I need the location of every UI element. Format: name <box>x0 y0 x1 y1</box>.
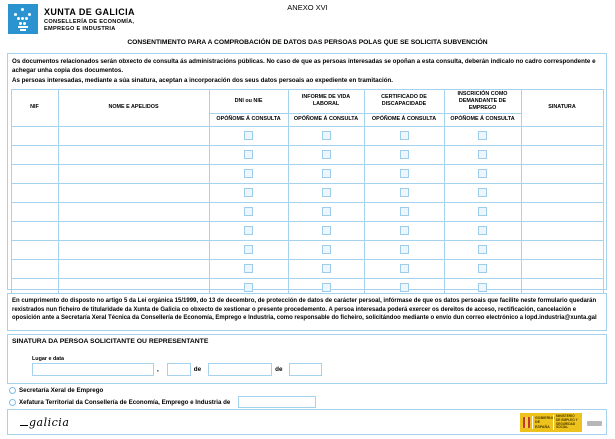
opose-vida-laboral-cell <box>288 183 364 202</box>
opose-discapacidade-checkbox[interactable] <box>400 283 409 292</box>
opose-dni-cell <box>209 183 288 202</box>
consent-box <box>7 53 607 290</box>
table-row <box>11 259 603 278</box>
anexo-label: ANEXO XVI <box>287 3 328 12</box>
opose-dni-cell <box>209 259 288 278</box>
year-input[interactable] <box>289 363 322 376</box>
day-input[interactable] <box>167 363 191 376</box>
opose-dni-cell <box>209 240 288 259</box>
opose-discapacidade-cell <box>364 145 444 164</box>
footer <box>7 409 607 435</box>
nif-cell[interactable] <box>11 221 58 240</box>
opose-dni-checkbox[interactable] <box>244 169 253 178</box>
opose-vida-laboral-cell <box>288 240 364 259</box>
opose-dni-checkbox[interactable] <box>244 207 253 216</box>
opose-dni-checkbox[interactable] <box>244 150 253 159</box>
sinatura-cell[interactable] <box>521 183 603 202</box>
opose-vida-laboral-checkbox[interactable] <box>322 207 331 216</box>
destination-options <box>9 387 316 410</box>
gobierno-label: GOBIERNO DE ESPAÑA <box>532 416 553 429</box>
opose-vida-laboral-checkbox[interactable] <box>322 245 331 254</box>
opose-dni-checkbox[interactable] <box>244 188 253 197</box>
nif-cell[interactable] <box>11 183 58 202</box>
gobierno-espana-logo <box>520 413 582 432</box>
nome-cell[interactable] <box>58 164 209 183</box>
table-row <box>11 126 603 145</box>
consent-table <box>11 89 604 317</box>
nome-cell[interactable] <box>58 221 209 240</box>
nif-cell[interactable] <box>11 202 58 221</box>
col-header-emprego: INSCRICIÓN COMO DEMANDANTE DE EMPREGO <box>444 89 521 113</box>
comma-separator: , <box>157 366 159 373</box>
place-input[interactable] <box>32 363 154 376</box>
signature-title: SINATURA DA PERSOA SOLICITANTE OU REPRESENTANTE <box>12 338 209 345</box>
opose-vida-laboral-cell <box>288 164 364 183</box>
subheader-opono-dni: OPÓÑOME Á CONSULTA <box>209 113 288 126</box>
nome-cell[interactable] <box>58 259 209 278</box>
opose-dni-cell <box>209 221 288 240</box>
opose-dni-checkbox[interactable] <box>244 226 253 235</box>
opose-dni-checkbox[interactable] <box>244 131 253 140</box>
opose-vida-laboral-checkbox[interactable] <box>322 169 331 178</box>
opose-emprego-cell <box>444 126 521 145</box>
opose-emprego-cell <box>444 221 521 240</box>
opose-dni-cell <box>209 126 288 145</box>
opose-emprego-cell <box>444 183 521 202</box>
nome-cell[interactable] <box>58 126 209 145</box>
opose-discapacidade-checkbox[interactable] <box>400 245 409 254</box>
opose-emprego-checkbox[interactable] <box>478 245 487 254</box>
opose-emprego-cell <box>444 145 521 164</box>
brand-name: XUNTA DE GALICIA <box>44 7 135 17</box>
opose-emprego-checkbox[interactable] <box>478 226 487 235</box>
table-row <box>11 202 603 221</box>
opose-vida-laboral-checkbox[interactable] <box>322 264 331 273</box>
col-header-vida-laboral: INFORME DE VIDA LABORAL <box>288 89 364 113</box>
intro-line-1: Os documentos relacionados serán obxecto de consulta ás administracións públicas. No caso de que as persoas interesadas se opoñan a esta consulta, deberán indicalo no cadro correspondente e achegar unha copia dos documentos. <box>12 58 596 75</box>
col-header-sinatura: SINATURA <box>521 89 603 126</box>
ministerio-label: MINISTERIO DE EMPLEO Y SEGURIDAD SOCIAL <box>553 415 580 430</box>
nome-cell[interactable] <box>58 183 209 202</box>
month-input[interactable] <box>208 363 272 376</box>
de-separator-2: de <box>275 366 283 373</box>
opose-vida-laboral-checkbox[interactable] <box>322 226 331 235</box>
nif-cell[interactable] <box>11 126 58 145</box>
destination-option-secretaria[interactable] <box>9 387 316 394</box>
opose-vida-laboral-cell <box>288 145 364 164</box>
de-separator-1: de <box>193 366 202 373</box>
col-header-discapacidade: CERTIFICADO DE DISCAPACIDADE <box>364 89 444 113</box>
opose-discapacidade-cell <box>364 240 444 259</box>
nif-cell[interactable] <box>11 240 58 259</box>
sepe-logo <box>587 421 602 426</box>
sinatura-cell[interactable] <box>521 126 603 145</box>
radio-secretaria-icon[interactable] <box>9 387 16 394</box>
opose-discapacidade-checkbox[interactable] <box>400 169 409 178</box>
brand-department-line1: CONSELLERÍA DE ECONOMÍA, <box>44 19 135 25</box>
subheader-opono-emprego: OPÓÑOME Á CONSULTA <box>444 113 521 126</box>
sinatura-cell[interactable] <box>521 164 603 183</box>
signature-section <box>7 334 607 384</box>
nif-cell[interactable] <box>11 259 58 278</box>
opose-discapacidade-cell <box>364 259 444 278</box>
opose-vida-laboral-cell <box>288 259 364 278</box>
opose-discapacidade-cell <box>364 183 444 202</box>
sinatura-cell[interactable] <box>521 240 603 259</box>
galicia-wordmark: galicia <box>20 416 69 429</box>
col-header-dni: DNI ou NIE <box>209 89 288 113</box>
opose-discapacidade-checkbox[interactable] <box>400 207 409 216</box>
table-row <box>11 183 603 202</box>
opose-vida-laboral-checkbox[interactable] <box>322 188 331 197</box>
opose-emprego-cell <box>444 259 521 278</box>
shell-base-icon <box>20 29 26 31</box>
sinatura-cell[interactable] <box>521 202 603 221</box>
radio-xefatura-icon[interactable] <box>9 399 16 406</box>
table-row <box>11 145 603 164</box>
opose-vida-laboral-checkbox[interactable] <box>322 131 331 140</box>
opose-dni-checkbox[interactable] <box>244 264 253 273</box>
place-date-label: Lugar e data <box>32 356 65 362</box>
col-header-nome: NOME E APELIDOS <box>58 89 209 126</box>
opose-discapacidade-checkbox[interactable] <box>400 264 409 273</box>
opose-vida-laboral-checkbox[interactable] <box>322 150 331 159</box>
opose-emprego-cell <box>444 202 521 221</box>
opose-emprego-checkbox[interactable] <box>478 150 487 159</box>
opose-emprego-cell <box>444 240 521 259</box>
opose-emprego-cell <box>444 164 521 183</box>
sinatura-cell[interactable] <box>521 145 603 164</box>
spain-coat-of-arms-icon <box>523 417 530 428</box>
opose-discapacidade-cell <box>364 126 444 145</box>
brand-department-line2: EMPREGO E INDUSTRIA <box>44 25 116 32</box>
table-row <box>11 240 603 259</box>
opose-discapacidade-cell <box>364 164 444 183</box>
opose-vida-laboral-cell <box>288 202 364 221</box>
nome-cell[interactable] <box>58 240 209 259</box>
opose-dni-cell <box>209 164 288 183</box>
territorial-input[interactable] <box>238 396 316 408</box>
opose-emprego-checkbox[interactable] <box>478 169 487 178</box>
subheader-opono-vida-laboral: OPÓÑOME Á CONSULTA <box>288 113 364 126</box>
nif-cell[interactable] <box>11 145 58 164</box>
opose-vida-laboral-cell <box>288 221 364 240</box>
destination-option-xefatura[interactable] <box>9 396 316 408</box>
opose-emprego-checkbox[interactable] <box>478 188 487 197</box>
data-protection-notice: En cumprimento do disposto no artigo 5 da Lei orgánica 15/1999, do 13 de decembro, de protección de datos de carácter persoal, infórmase de que os datos persoais que facilite neste formulario quedarán rexistrados nun ficheiro de titularidade da Xunta de Galicia co obxecto de xestionar o presente procedemento. A persoa interesada poderá exercer os dereitos de acceso, rectificación, cancelación e oposición ante a Secretaría Xeral Técnica da Consellería de Economía, Emprego e Industria, como responsable do ficheiro, solicitándoo mediante o envío dun correo electrónico a lopd.industria@xunta.gal <box>7 293 607 331</box>
col-header-nif: NIF <box>11 89 58 126</box>
opose-vida-laboral-cell <box>288 126 364 145</box>
opose-emprego-checkbox[interactable] <box>478 131 487 140</box>
table-row <box>11 164 603 183</box>
opose-dni-cell <box>209 145 288 164</box>
opose-discapacidade-cell <box>364 221 444 240</box>
opose-dni-cell <box>209 202 288 221</box>
nome-cell[interactable] <box>58 145 209 164</box>
opose-vida-laboral-checkbox[interactable] <box>322 283 331 292</box>
opose-emprego-checkbox[interactable] <box>478 264 487 273</box>
nome-cell[interactable] <box>58 202 209 221</box>
shell-stem-icon <box>18 26 28 28</box>
opose-discapacidade-checkbox[interactable] <box>400 226 409 235</box>
opose-discapacidade-checkbox[interactable] <box>400 188 409 197</box>
opose-discapacidade-cell <box>364 202 444 221</box>
sinatura-cell[interactable] <box>521 259 603 278</box>
intro-line-2: As persoas interesadas, mediante a súa sinatura, aceptan a incorporación dos seus datos persoais ao expediente en tramitación. <box>12 76 394 84</box>
consent-table-body <box>11 126 603 316</box>
sinatura-cell[interactable] <box>521 221 603 240</box>
opose-discapacidade-checkbox[interactable] <box>400 131 409 140</box>
xefatura-label: Xefatura Territorial da Consellería de Economía, Emprego e Industria de <box>19 398 231 406</box>
intro-text <box>8 54 606 86</box>
place-date-row <box>32 363 322 376</box>
secretaria-label: Secretaría Xeral de Emprego <box>19 387 104 394</box>
opose-discapacidade-checkbox[interactable] <box>400 150 409 159</box>
subheader-opono-discapacidade: OPÓÑOME Á CONSULTA <box>364 113 444 126</box>
nif-cell[interactable] <box>11 164 58 183</box>
opose-dni-checkbox[interactable] <box>244 283 253 292</box>
table-row <box>11 221 603 240</box>
form-title: CONSENTIMENTO PARA A COMPROBACIÓN DE DATOS DAS PERSOAS POLAS QUE SE SOLICITA SUBVENCIÓN <box>127 39 488 46</box>
opose-emprego-checkbox[interactable] <box>478 283 487 292</box>
opose-emprego-checkbox[interactable] <box>478 207 487 216</box>
opose-dni-checkbox[interactable] <box>244 245 253 254</box>
